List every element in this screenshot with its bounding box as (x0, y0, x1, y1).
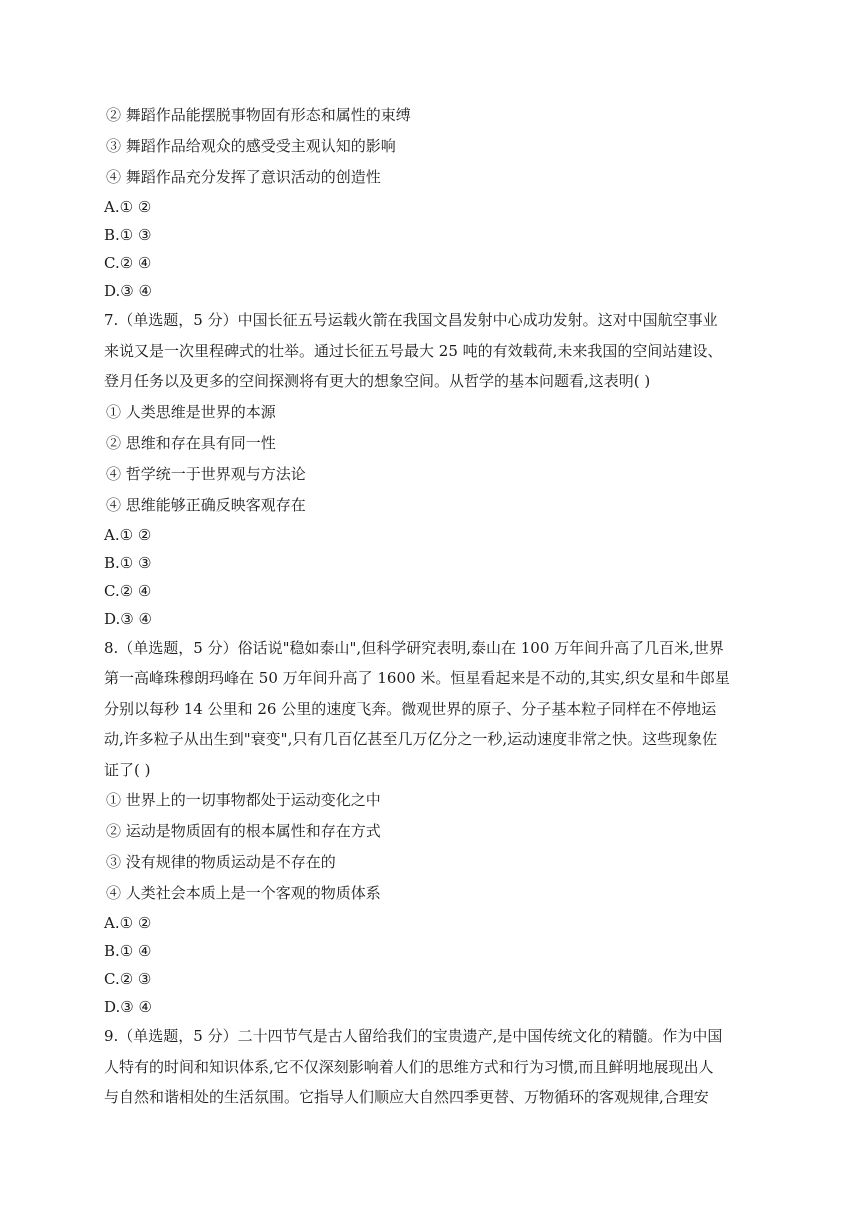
question-7 (104, 305, 764, 633)
choice-d[interactable]: D.③ ④ (104, 282, 152, 300)
question-stem-line: 证了( ) (104, 760, 151, 779)
question-stem-line: 登月任务以及更多的空间探测将有更大的想象空间。从哲学的基本问题看,这表明( ) (104, 372, 651, 390)
statement: ④ 哲学统一于世界观与方法论 (106, 464, 306, 483)
choice-c[interactable]: C.② ④ (104, 254, 152, 272)
choice-c[interactable]: C.② ④ (104, 581, 152, 600)
statement: ④ 人类社会本质上是一个客观的物质体系 (106, 884, 381, 902)
choice-b[interactable]: B.① ③ (104, 226, 152, 244)
choice-d[interactable]: D.③ ④ (104, 609, 152, 628)
question-stem-line: 7.（单选题，5 分）中国长征五号运载火箭在我国文昌发射中心成功发射。这对中国航空事业 (104, 311, 718, 329)
question-stem-line: 人特有的时间和知识体系,它不仅深刻影响着人们的思维方式和行为习惯,而且鲜明地展现出人 (104, 1057, 714, 1076)
choice-a[interactable]: A.① ② (104, 198, 152, 216)
choice-b[interactable]: B.① ③ (104, 553, 152, 572)
statement: ③ 没有规律的物质运动是不存在的 (106, 853, 336, 871)
statement: ② 运动是物质固有的根本属性和存在方式 (106, 822, 381, 840)
question-stem-line: 分别以每秒 14 公里和 26 公里的速度飞奔。微观世界的原子、分子基本粒子同样在不停地运 (104, 699, 717, 718)
choice-c[interactable]: C.② ③ (104, 970, 152, 988)
question-stem-line: 与自然和谐相处的生活氛围。它指导人们顺应大自然四季更替、万物循环的客观规律,合理安 (104, 1088, 709, 1106)
statement: ① 世界上的一切事物都处于运动变化之中 (106, 791, 381, 809)
question-6-tail (104, 100, 764, 305)
choice-d[interactable]: D.③ ④ (104, 998, 152, 1016)
statement: ② 思维和存在具有同一性 (106, 433, 276, 452)
question-8 (104, 633, 764, 1022)
statement: ③ 舞蹈作品给观众的感受受主观认知的影响 (106, 137, 396, 155)
question-stem-line: 9.（单选题，5 分）二十四节气是古人留给我们的宝贵遗产,是中国传统文化的精髓。作为中国 (104, 1027, 723, 1045)
question-9 (104, 1021, 764, 1113)
question-stem-line: 第一高峰珠穆朗玛峰在 50 万年间升高了 1600 米。恒星看起来是不动的,其实,织女星和牛郎星 (104, 669, 730, 687)
choice-a[interactable]: A.① ② (104, 525, 152, 544)
question-stem-line: 8.（单选题，5 分）俗话说"稳如泰山",但科学研究表明,泰山在 100 万年间升高了几百米,世界 (104, 638, 724, 657)
exam-page (104, 100, 764, 1113)
statement: ① 人类思维是世界的本源 (106, 402, 276, 421)
statement: ④ 舞蹈作品充分发挥了意识活动的创造性 (106, 168, 381, 186)
statement: ④ 思维能够正确反映客观存在 (106, 495, 306, 514)
question-stem-line: 来说又是一次里程碑式的壮举。通过长征五号最大 25 吨的有效载荷,未来我国的空间站建设、 (104, 341, 723, 360)
question-stem-line: 动,许多粒子从出生到"衰变",只有几百亿甚至几万亿分之一秒,运动速度非常之快。这些现象佐 (104, 730, 718, 748)
choice-a[interactable]: A.① ② (104, 914, 152, 932)
choice-b[interactable]: B.① ④ (104, 942, 152, 960)
statement: ② 舞蹈作品能摆脱事物固有形态和属性的束缚 (106, 106, 411, 124)
